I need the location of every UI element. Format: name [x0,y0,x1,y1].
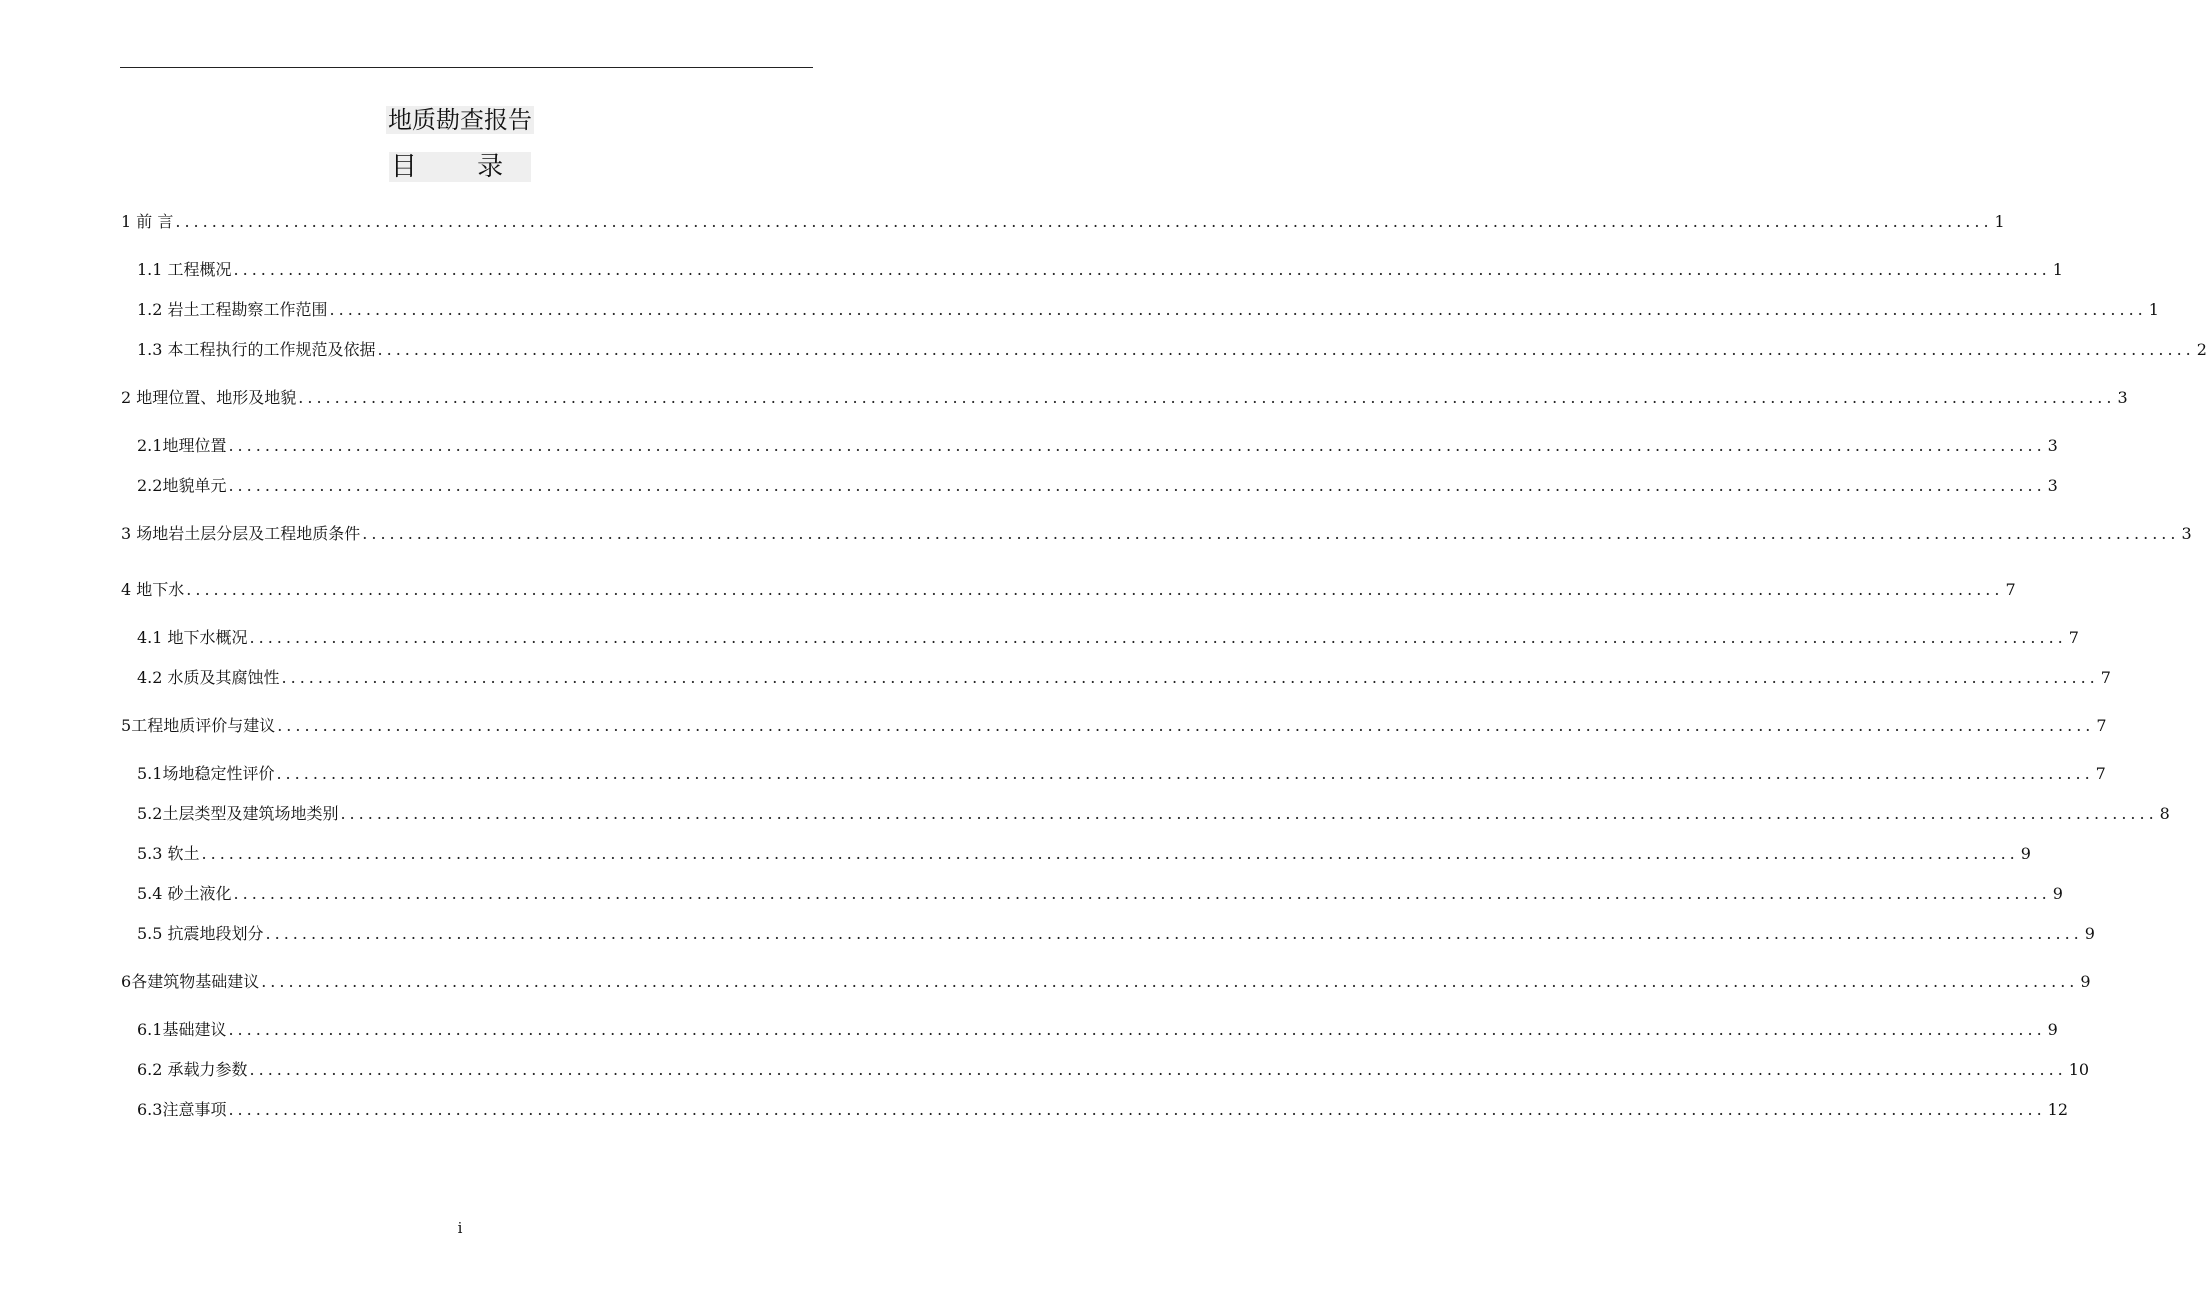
toc-dot-leader: ........................................................................................................................................................................................................ [249,628,2067,647]
toc-entry-number: 4.1 [137,628,168,647]
toc-entry[interactable] [137,474,2058,498]
toc-entry-number: 5.2 [137,804,163,823]
toc-entry-page: 9 [2047,1020,2058,1039]
toc-entry-page: 3 [2047,476,2058,495]
toc-entry-title: 承载力参数 [167,1060,248,1079]
toc-dot-leader: ........................................................................................................................................................................................................ [233,884,2051,903]
toc-entry[interactable] [121,714,2107,738]
toc-dot-leader: ........................................................................................................................................................................................................ [276,764,2094,783]
toc-entry-number: 6 [121,972,132,991]
toc-dot-leader: ........................................................................................................................................................................................................ [298,388,2116,407]
toc-entry[interactable] [137,666,2111,690]
toc-entry-number: 1 [121,212,137,231]
toc-entry-title: 各建筑物基础建议 [131,972,260,991]
toc-entry[interactable] [137,626,2079,650]
toc-entry[interactable] [137,1018,2058,1042]
toc-entry-number: 6.3 [137,1100,163,1119]
toc-entry-page: 7 [2095,764,2106,783]
toc-entry-title: 工程地质评价与建议 [131,716,276,735]
toc-entry-number: 6.2 [137,1060,168,1079]
toc-entry-page: 9 [2084,924,2095,943]
toc-entry[interactable] [137,922,2095,946]
toc-entry-page: 7 [2096,716,2107,735]
toc-entry-page: 1 [2052,260,2063,279]
toc-dot-leader: ........................................................................................................................................................................................................ [261,972,2079,991]
toc-entry-page: 8 [2159,804,2170,823]
toc-entry-number: 6.1 [137,1020,163,1039]
toc-dot-leader: ........................................................................................................................................................................................................ [175,212,1993,231]
toc-entry-title: 地理位置 [162,436,227,455]
toc-dot-leader: ........................................................................................................................................................................................................ [228,1020,2046,1039]
toc-entry-number: 5 [121,716,132,735]
toc-entry[interactable] [121,578,2016,602]
toc-dot-leader: ........................................................................................................................................................................................................ [340,804,2158,823]
toc-entry-title: 本工程执行的工作规范及依据 [167,340,376,359]
toc-entry[interactable] [121,210,2005,234]
toc-entry[interactable] [121,386,2128,410]
toc-entry-title: 场地稳定性评价 [162,764,275,783]
toc-entry-page: 2 [2196,340,2207,359]
toc-entry-title: 地下水概况 [167,628,248,647]
toc-entry-title: 水质及其腐蚀性 [167,668,280,687]
toc-entry-number: 2 [121,388,137,407]
toc-entry-page: 9 [2020,844,2031,863]
document-title: 地质勘查报告 [388,106,532,134]
toc-entry-title: 基础建议 [162,1020,227,1039]
toc-entry[interactable] [137,434,2058,458]
toc-entry-page: 1 [2148,300,2159,319]
toc-entry-page: 7 [2100,668,2111,687]
toc-entry[interactable] [137,882,2063,906]
toc-entry-page: 3 [2047,436,2058,455]
document-title-block [0,103,920,137]
toc-entry-number: 1.2 [137,300,168,319]
toc-entry-title: 前 言 [136,212,174,231]
toc-entry-page: 7 [2068,628,2079,647]
toc-entry-title: 地下水 [136,580,185,599]
toc-entry[interactable] [137,338,2207,362]
toc-dot-leader: ........................................................................................................................................................................................................ [233,260,2051,279]
toc-dot-leader: ........................................................................................................................................................................................................ [228,1100,2046,1119]
toc-entry-title: 地貌单元 [162,476,227,495]
toc-dot-leader: ........................................................................................................................................................................................................ [228,436,2046,455]
toc-dot-leader: ........................................................................................................................................................................................................ [362,524,2180,543]
toc-entry-page: 3 [2117,388,2128,407]
toc-dot-leader: ........................................................................................................................................................................................................ [265,924,2083,943]
toc-entry[interactable] [121,970,2091,994]
toc-entry-page: 3 [2181,524,2192,543]
toc-entry-title: 土层类型及建筑场地类别 [162,804,339,823]
toc-entry-number: 5.4 [137,884,168,903]
toc-entry-number: 1.1 [137,260,168,279]
toc-entry-number: 5.3 [137,844,168,863]
toc-dot-leader: ........................................................................................................................................................................................................ [249,1060,2067,1079]
toc-entry[interactable] [137,802,2170,826]
toc-entry[interactable] [121,522,2192,546]
toc-entry-page: 9 [2052,884,2063,903]
toc-entry-number: 1.3 [137,340,168,359]
toc-entry-title: 砂土液化 [167,884,232,903]
header-rule [120,67,813,68]
toc-entry-number: 5.1 [137,764,163,783]
toc-entry-number: 2.2 [137,476,163,495]
toc-entry-title: 抗震地段划分 [167,924,264,943]
toc-entry-title: 岩土工程勘察工作范围 [167,300,328,319]
toc-heading: 目 录 [390,152,530,182]
toc-entry[interactable] [137,842,2031,866]
toc-entry-page: 9 [2080,972,2091,991]
toc-entry[interactable] [137,258,2063,282]
toc-dot-leader: ........................................................................................................................................................................................................ [186,580,2004,599]
toc-entry[interactable] [137,298,2159,322]
toc-dot-leader: ........................................................................................................................................................................................................ [277,716,2095,735]
toc-entry-page: 10 [2068,1060,2090,1079]
toc-dot-leader: ........................................................................................................................................................................................................ [201,844,2019,863]
toc-entry-number: 3 [121,524,137,543]
toc-dot-leader: ........................................................................................................................................................................................................ [228,476,2046,495]
toc-entry[interactable] [137,1098,2069,1122]
toc-entry-number: 5.5 [137,924,168,943]
toc-heading-block [0,149,920,185]
toc-entry-title: 场地岩土层分层及工程地质条件 [136,524,361,543]
toc-entry-title: 地理位置、地形及地貌 [136,388,297,407]
toc-entry[interactable] [137,1058,2090,1082]
toc-dot-leader: ........................................................................................................................................................................................................ [281,668,2099,687]
toc-entry[interactable] [137,762,2106,786]
toc-dot-leader: ........................................................................................................................................................................................................ [329,300,2147,319]
toc-entry-page: 1 [1994,212,2005,231]
toc-entry-title: 软土 [167,844,200,863]
toc-entry-number: 4.2 [137,668,168,687]
toc-entry-page: 7 [2005,580,2016,599]
toc-entry-number: 2.1 [137,436,163,455]
toc-entry-page: 12 [2047,1100,2069,1119]
toc-entry-title: 注意事项 [162,1100,227,1119]
footer-page-number: i [457,1219,463,1237]
toc-entry-title: 工程概况 [167,260,232,279]
toc-dot-leader: ........................................................................................................................................................................................................ [377,340,2195,359]
toc-entry-number: 4 [121,580,137,599]
